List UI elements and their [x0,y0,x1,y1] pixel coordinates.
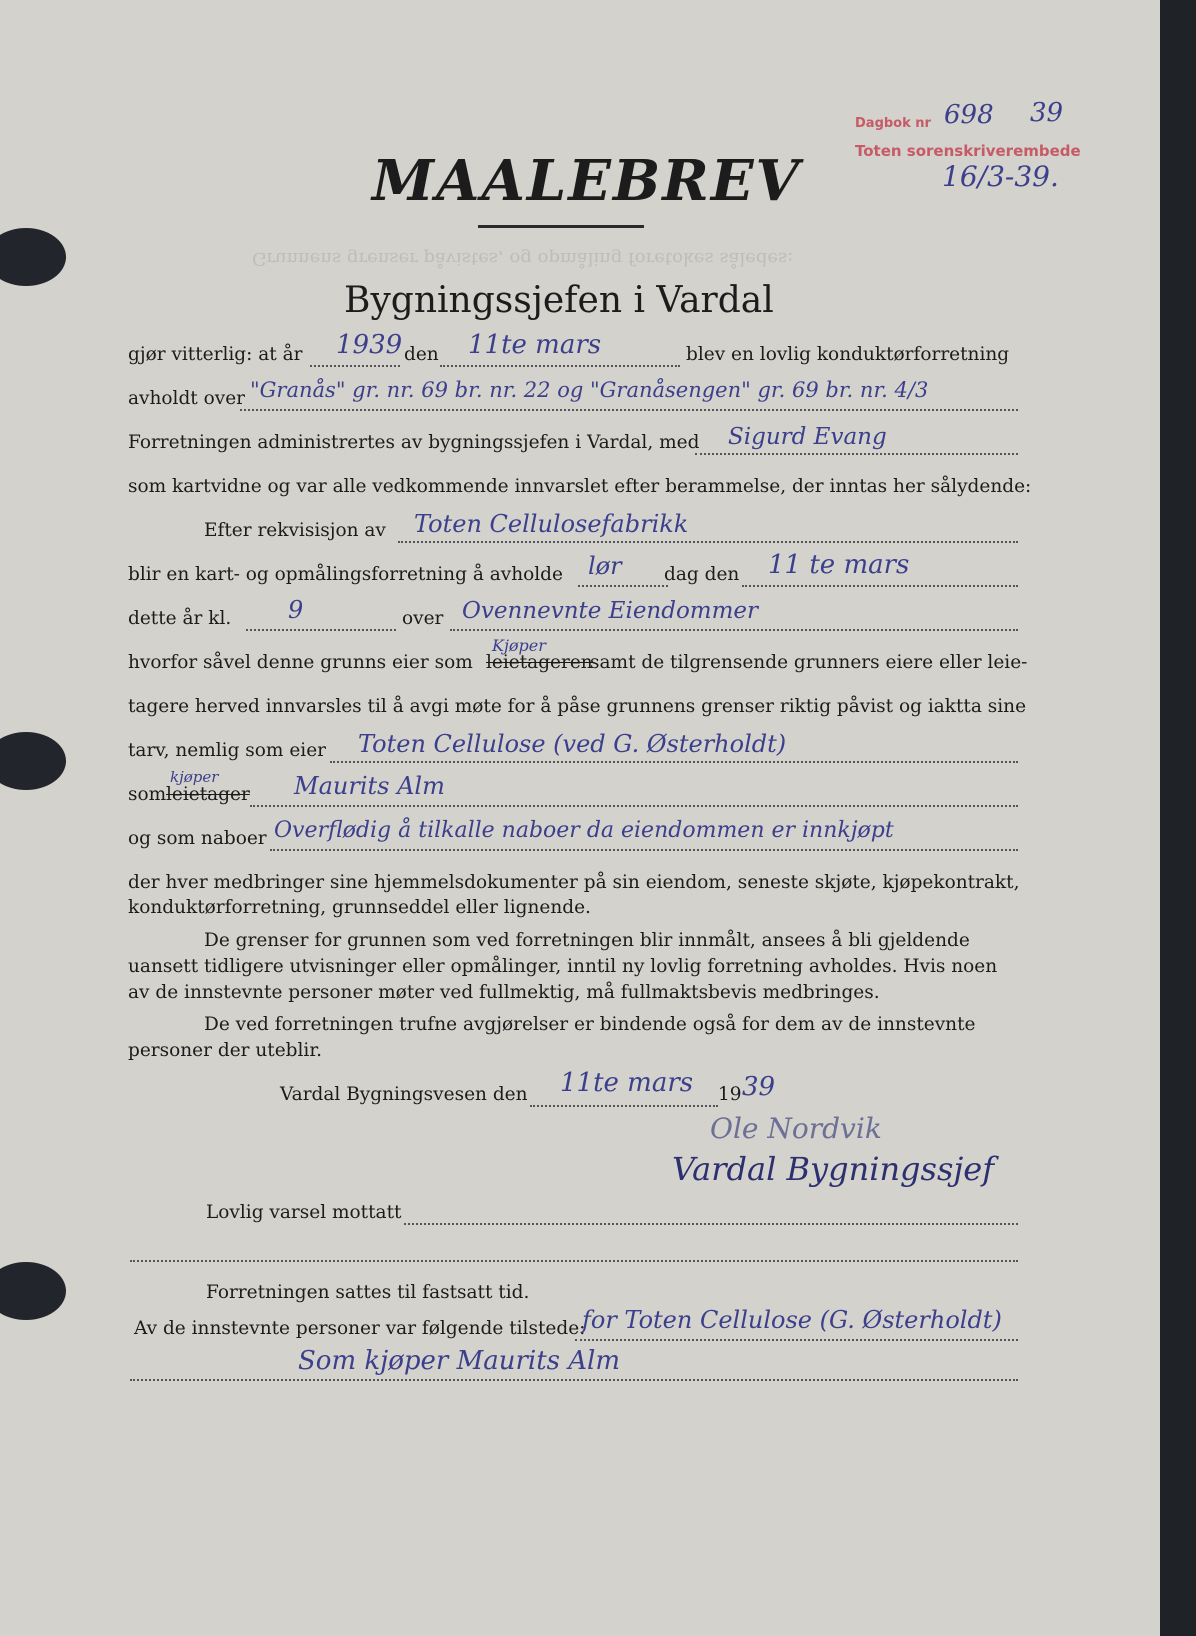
line2-prefix: avholdt over [128,388,245,409]
dotted-field [450,629,1018,631]
field-buyer: Maurits Alm [294,772,445,800]
line8-prefix: hvorfor såvel denne grunns eier som [128,652,473,673]
dotted-field [440,365,680,367]
insert-buyer: Kjøper [492,636,546,655]
punch-hole [0,228,66,286]
dateline-year-suffix: 39 [742,1072,776,1102]
dotted-field [742,585,1018,587]
para1-line1: De grenser for grunnen som ved forretningen blir innmålt, ansees å bli gjeldende [204,930,970,951]
signature-title: Vardal Bygningssjef [672,1150,995,1188]
field-requisition: Toten Cellulosefabrikk [414,510,689,538]
stamp-dagbok-label: Dagbok nr [855,116,931,131]
dateline-year-prefix: 19 [718,1084,742,1105]
dateline-date: 11te mars [560,1068,694,1098]
dateline-prefix: Vardal Bygningsvesen den [280,1084,528,1105]
punch-hole [0,732,66,790]
insert-buyer-2: kjøper [170,768,219,786]
struck-lessee-2: leietager [166,784,250,805]
dotted-field [398,541,1018,543]
line12-prefix: og som naboer [128,828,267,849]
stamp-date: 16/3-39. [942,160,1059,193]
line7-middle: over [402,608,444,629]
field-weekday: lør [588,552,622,580]
line10-prefix: tarv, nemlig som eier [128,740,326,761]
dotted-field [310,365,400,367]
received-prefix: Lovlig varsel mottatt [206,1202,402,1223]
line8-suffix: samt de tilgrensende grunners eiere eller leie- [590,652,1028,673]
dotted-field [250,805,1018,807]
document-title: MAALEBREV [372,148,801,214]
set-text: Forretningen sattes til fastsatt tid. [206,1282,530,1303]
line3-prefix: Forretningen administrertes av bygningssjefen i Vardal, med [128,432,700,453]
dotted-field [330,761,1018,763]
dotted-field [575,1339,1018,1341]
field-time: 9 [288,596,304,624]
punch-hole [0,1262,66,1320]
present-value1: for Toten Cellulose (G. Østerholdt) [582,1306,1002,1334]
line9-text: tagere herved innvarsles til å avgi møte for å påse grunnens grenser riktig påvist og iaktta sine [128,696,1027,717]
para1-line3: av de innstevnte personer møter ved fullmektig, må fullmaktsbevis medbringes. [128,982,880,1003]
dotted-field [240,409,1018,411]
stamp-dagbok-year: 39 [1030,98,1064,128]
dotted-field [530,1105,718,1107]
para2-line2: personer der uteblir. [128,1040,323,1061]
dotted-field [404,1223,1018,1225]
field-date: 11te mars [468,330,602,360]
stamp-dagbok-number: 698 [944,100,994,130]
line5-prefix: Efter rekvisisjon av [204,520,386,541]
present-value2: Som kjøper Maurits Alm [298,1346,620,1376]
line13-text: der hver medbringer sine hjemmelsdokumenter på sin eiendom, seneste skjøte, kjøpekontrakt, [128,872,1020,893]
line1-prefix: gjør vitterlig: at år [128,344,303,365]
line11-prefix: som [128,784,167,805]
dotted-field [270,849,1018,851]
field-year: 1939 [336,330,403,360]
field-properties: Ovennevnte Eiendommer [462,598,759,624]
dotted-field [130,1260,1018,1262]
bleed-through-text: Grunnens grenser påvistes, og opmåling foretokes således: [252,248,794,269]
line6-middle: dag den [664,564,740,585]
para1-line2: uansett tidligere utvisninger eller opmålinger, inntil ny lovlig forretning avholdes. Hvis noen [128,956,998,977]
stamp-office: Toten sorenskriverembede [855,142,1081,160]
dotted-field [695,453,1018,455]
dotted-field [246,629,396,631]
line14-text: konduktørforretning, grunnseddel eller lignende. [128,897,591,918]
para2-line1: De ved forretningen trufne avgjørelser er bindende også for dem av de innstevnte [204,1014,976,1035]
field-day-date: 11 te mars [768,550,910,580]
field-witness: Sigurd Evang [728,424,887,450]
line7-prefix: dette år kl. [128,608,232,629]
present-prefix: Av de innstevnte personer var følgende tilstede: [134,1318,586,1339]
scan-border [1160,0,1196,1636]
line6-prefix: blir en kart- og opmålingsforretning å avholde [128,564,563,585]
field-property: "Granås" gr. nr. 69 br. nr. 22 og "Granåsengen" gr. 69 br. nr. 4/3 [250,378,929,402]
document-subtitle: Bygningssjefen i Vardal [344,280,774,321]
dotted-field [130,1379,1018,1381]
title-rule [478,225,644,228]
struck-lessee: leietageren [486,652,593,673]
line1-suffix: blev en lovlig konduktørforretning [686,344,1010,365]
line1-den: den [404,344,439,365]
signature-name: Ole Nordvik [710,1112,882,1145]
field-neighbours: Overflødig å tilkalle naboer da eiendommen er innkjøpt [274,818,894,843]
field-owner: Toten Cellulose (ved G. Østerholdt) [358,730,787,758]
dotted-field [578,585,668,587]
line4-text: som kartvidne og var alle vedkommende innvarslet efter berammelse, der inntas her sålydende: [128,476,1032,497]
